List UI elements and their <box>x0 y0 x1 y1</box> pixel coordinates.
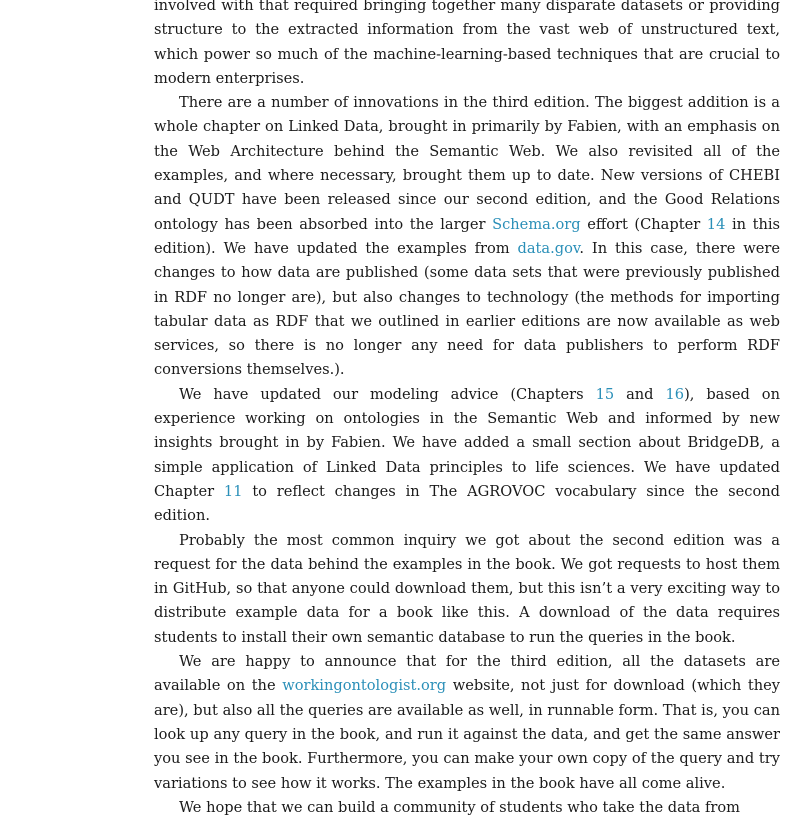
paragraph-p5 <box>154 796 780 820</box>
hyperlink[interactable]: data.gov <box>517 239 580 257</box>
paragraph-text: We hope that we can build a community of students who take the data from <box>179 798 741 816</box>
paragraph-text: We have updated our modeling advice (Chapters <box>179 385 596 403</box>
hyperlink[interactable]: 11 <box>223 482 243 500</box>
paragraph-text: website, not just for download (which they are), but also all the queries are available as well, in runnable form. That is, you can look up any query in the book, and run it against the data, and get the same answer you see in the book. Furthermore, you can make your own copy of the query and try variations to see how it works. The examples in the book have all come alive. <box>154 677 780 792</box>
paragraph-text: ), based on experience working on ontologies in the Semantic Web and informed by new insights brought in by Fabien. We have added a small section about BridgeDB, a simple application of Linked Data principles to life sciences. We have updated Chapter <box>154 385 780 500</box>
hyperlink[interactable]: 16 <box>665 385 685 403</box>
paragraph-p4 <box>154 650 780 796</box>
paragraph-p2 <box>154 383 780 529</box>
paragraph-p3 <box>154 529 780 650</box>
paragraph-text: There are a number of innovations in the third edition. The biggest addition is a whole chapter on Linked Data, brought in primarily by Fabien, with an emphasis on the Web Architecture behind the Semantic Web. We also revisited all of the examples, and where necessary, brought them up to date. New versions of CHEBI and QUDT have been released since our second edition, and the Good Relations ontology has been absorbed into the larger <box>154 94 780 233</box>
hyperlink[interactable]: 15 <box>595 385 615 403</box>
hyperlink[interactable]: Schema.org <box>492 215 581 233</box>
hyperlink[interactable]: workingontologist.org <box>282 677 447 695</box>
paragraph-text: involved with that required bringing together many disparate datasets or providing structure to the extracted information from the vast web of unstructured text, which power so much of the machine-learning-based techniques that are crucial to modern enterprises. <box>154 0 780 87</box>
paragraph-text: . In this case, there were changes to how data are published (some data sets that were previously published in RDF no longer are), but also changes to technology (the methods for importing tabular data as RDF that we outlined in earlier editions are now available as web services, so there is no longer any need for data publishers to perform RDF conversions themselves.). <box>154 239 781 379</box>
paragraph-text: in this edition). We have updated the examples from <box>154 215 781 257</box>
paragraph-p1 <box>154 91 780 383</box>
document-page <box>154 0 780 820</box>
paragraph-text: Probably the most common inquiry we got about the second edition was a request for the data behind the examples in the book. We got requests to host them in GitHub, so that anyone could download them, but this isn’t a very exciting way to distribute example data for a book like this. A download of the data requires students to install their own semantic database to run the queries in the book. <box>154 531 780 646</box>
paragraph-text: and <box>614 385 666 403</box>
paragraph-p0 <box>154 0 780 91</box>
paragraph-text: effort (Chapter <box>580 215 707 233</box>
paragraph-text: We are happy to announce that for the third edition, all the datasets are available on the <box>154 653 780 695</box>
hyperlink[interactable]: 14 <box>706 215 726 233</box>
paragraph-text: to reflect changes in The AGROVOC vocabulary since the second edition. <box>154 482 781 525</box>
